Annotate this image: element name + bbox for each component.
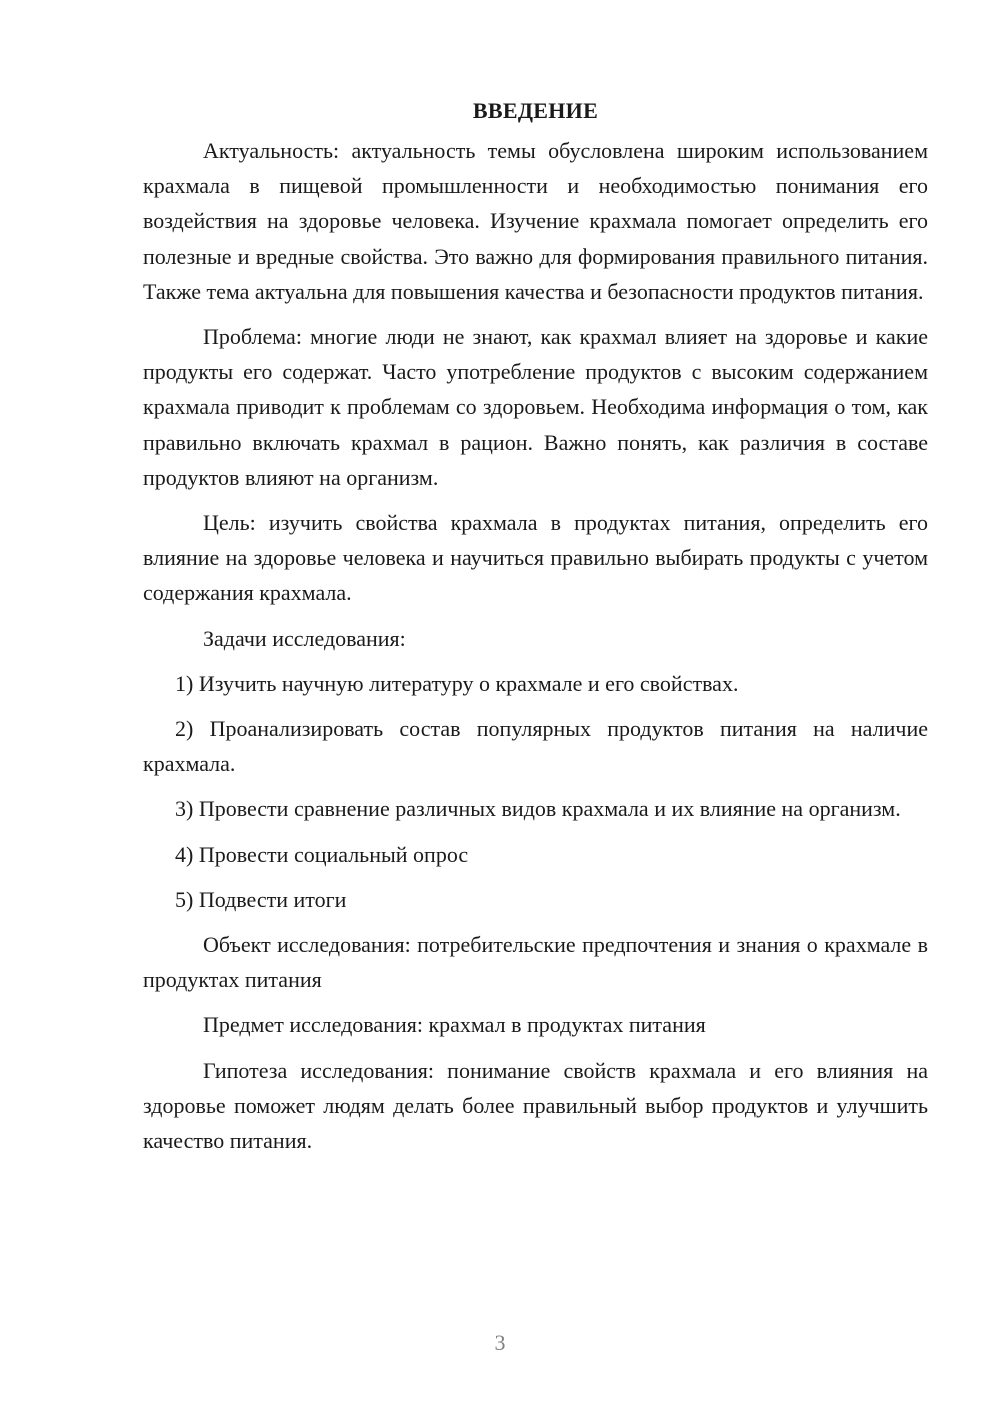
hypothesis-paragraph: Гипотеза исследования: понимание свойств крахмала и его влияния на здоровье поможет людям делать более правильный выбор продуктов и улучшить качество питания. — [143, 1057, 928, 1154]
goal-paragraph: Цель: изучить свойства крахмала в продуктах питания, определить его влияние на здоровье человека и научиться правильно выбирать продукты с учетом содержания крахмала. — [143, 510, 928, 606]
page-number: 3 — [494, 1330, 506, 1355]
object-paragraph: Объект исследования: потребительские предпочтения и знания о крахмале в продуктах питания — [143, 932, 928, 993]
document-page — [143, 92, 928, 1168]
tasks-heading: Задачи исследования: — [203, 625, 406, 651]
page-title: ВВЕДЕНИЕ — [472, 98, 599, 123]
problem-paragraph: Проблема: многие люди не знают, как крахмал влияет на здоровье и какие продукты его содержат. Часто употребление продуктов с высоким содержанием крахмала приводит к проблемам со здоровьем. Необходима информация о том, как правильно включать крахмал в рацион. Важно понять, как различия в составе продуктов влияют на организм. — [143, 324, 928, 490]
task-item-3: 3) Провести сравнение различных видов крахмала и их влияние на организм. — [175, 796, 901, 822]
task-item-4: 4) Провести социальный опрос — [175, 841, 469, 867]
task-item-2: 2) Проанализировать состав популярных продуктов питания на наличие крахмала. — [143, 716, 928, 777]
task-item-5: 5) Подвести итоги — [175, 886, 347, 912]
task-item-1: 1) Изучить научную литературу о крахмале и его свойствах. — [175, 670, 739, 696]
relevance-paragraph: Актуальность: актуальность темы обусловлена широким использованием крахмала в пищевой промышленности и необходимостью понимания его воздействия на здоровье человека. Изучение крахмала помогает определить его полезные и вредные свойства. Это важно для формирования правильного питания. Также тема актуальна для повышения качества и безопасности продуктов питания. — [143, 138, 928, 304]
subject-paragraph: Предмет исследования: крахмал в продуктах питания — [203, 1012, 706, 1038]
